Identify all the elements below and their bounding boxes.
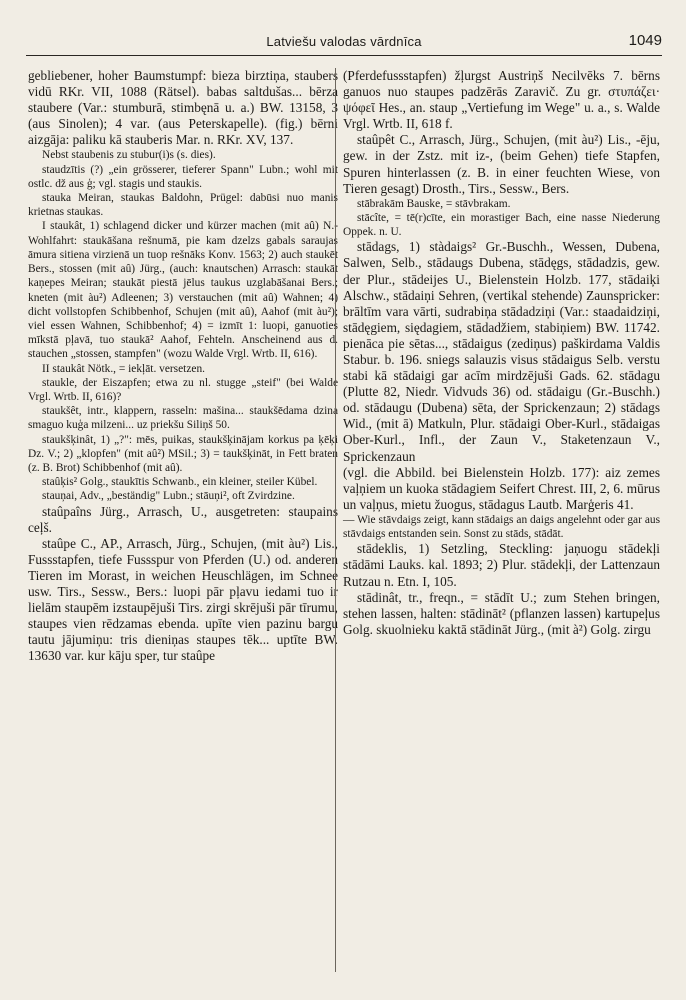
entry: II staukât Nötk., = iekļāt. versetzen.: [42, 362, 205, 375]
page-number: 1049: [628, 32, 662, 49]
header-rule: [26, 55, 662, 56]
entry: stādinât, tr., freqn., = stādīt U.; zum Stehen bringen, stehen lassen, halten: stādināt² (pflanzen lassen) kartupeļus Golg. skuolnieku kaktā stādināt Jürg., (mit à²) Golg. zirgu: [343, 589, 660, 637]
entry: stābrakām Bauske, = stāvbrakam.: [357, 197, 511, 210]
entry: staûpaîns Jürg., Arrasch, U., ausgetreten: staupains ceļš.: [28, 503, 338, 535]
column-divider: [335, 68, 336, 972]
entry: staudzītis (?) „ein grösserer, tieferer Spann" Lubn.; wohl mit ostlc. dž aus ģ; vgl. stagis und staukis.: [28, 163, 338, 190]
entry: staûķis² Golg., staukītis Schwanb., ein kleiner, steiler Kübel.: [42, 476, 318, 489]
entry: staûpêt C., Arrasch, Jürg., Schujen, (mit àu²) Lis., -ēju, gew. in der Zstz. mit iz-, (beim Gehen) tiefe Stapfen, Spuren hinterlassen (z. B. in einer feuchten Wiese, von Tieren gesagt) Drosth., Tirs., Sessw., Bers.: [343, 132, 660, 196]
entry: staukle, der Eiszapfen; etwa zu nl. stugge „steif" (bei Walde Vrgl. Wrtb. II, 616)?: [28, 376, 338, 403]
left-column: [28, 68, 338, 664]
entry: stauka Meiran, staukas Baldohn, Prügel: dabūsi nuo manis krietnas staukas.: [28, 192, 338, 219]
entry: staukšêt, intr., klappern, rasseln: mašina... staukšēdama dzina smaguo kuģa milzeni... uz priekšu Siliņš 50.: [28, 405, 338, 432]
page-title: Latviešu valodas vārdnīca: [266, 34, 422, 49]
entry: stācîte, = tē(r)cīte, ein morastiger Bach, eine nasse Niederung Oppek. n. U.: [343, 211, 660, 239]
entry: stādeklis, 1) Setzling, Steckling: jaņuogu stādekļi stādāmi Lauks. kal. 1893; 2) Plur. stādekļi, der Lattenzaun Rutzau n. Etn. I, 105.: [343, 541, 660, 589]
entry: staukšķinât, 1) „?": mēs, puikas, staukšķinājam korkus pa ķēķi Dz. V.; 2) „klopfen" (mit aû²) MSil.; 3) = taukšķināt, in Fett braten (z. B. Brot) Schibbenhof (mit aû).: [28, 433, 338, 474]
entry: — Wie stāvdaigs zeigt, kann stādaigs an daigs angelehnt oder gar aus stāvdaigs entstanden sein. Sonst zu stāds, stādāt.: [343, 513, 660, 541]
entry: Nebst staubenis zu stubur(i)s (s. dies).: [42, 149, 216, 162]
right-column: [343, 68, 660, 638]
entry: staûpe C., AP., Arrasch, Jürg., Schujen, (mit àu²) Lis., Fussstapfen, tiefe Fussspur von Pferden (U.) od. anderen Tieren im Morast, in weichen Heuschlägen, im Schnee usw. Tirs., Sessw., Bers.: luopi pār pļavu iedami tuo ir lielām staupēm izstaupējuši Tirs. zirgi skrējuši pār tīrumu, staupes vien rēdzamas ebenda. upīte vien pazinu bargu tautu jājumiņu: tris dieniņas staupes tēk... uptīte BW. 13630 var. kur kāju sper, tur staûpe: [28, 535, 338, 664]
entry: I staukât, 1) schlagend dicker und kürzer machen (mit aû) N.-Wohlfahrt: staukāšana rešnumā, pie kam dzelzs gabals saraujas āmura sitiena virzienā un tuop rešnāks Konv. 1563; 2) auch staukēt Bers., stossen (mit aû) Jürg., (auch: knautschen) Arrasch: staukāt kaņepes Meiran; staukāt piestā jēlus taukus uzglabāšanai Bers.; kneten (mit àu²) Adleenen; 3) verstauchen (mit aû) Wahnen; 4) dicht vollstopfen Schibbenhof, Schujen (mit aû), Aahof (mit àu²); viel essen Wahnen, Schibbenhof; 4) = izmīt 1: luopi, ganuoties mīkstā pļavā, tuo staukā² Aahof, Fehteln. Anscheinend aus d. stauchen „stossen, stampfen" (wozu Walde Vrgl. Wrtb. II, 616).: [28, 220, 338, 361]
entry: (vgl. die Abbild. bei Bielenstein Holzb. 177): aiz zemes vaļņiem un kuoka stādagiem Seifert Chrest. III, 2, 6. mūrus un vaļņus, mietu žuogus, stādagus Lautb. Marģeris 41.: [343, 464, 660, 512]
page-header: [26, 34, 662, 60]
entry: gebliebener, hoher Baumstumpf: bieza birztiņa, staubers vidū RKr. VII, 1088 (Rätsel). babas saltdušas... bērza staubere (Var.: stumburā, stimbęnā u. a.) BW. 13158, 3 (aus Sinolen); 4 var. (aus Peterskapelle). (fig.) bērni aizgāja: paliku kā stauberis Mar. n. RKr. XV, 137.: [28, 68, 338, 148]
entry: stauņai, Adv., „beständig" Lubn.; stāuņi², oft Zvirdzine.: [42, 490, 295, 503]
entry: stādags, 1) stàdaigs² Gr.-Buschh., Wessen, Dubena, Salwen, Selb., stādaugs Dubena, stādęgs, stādadzis, gew. der Plur., stādeijes U., Bielenstein Holzb. 177, stādaiķi Alschw., stādaiņi Sehren, (vertikal stehende) Zaunspricker: brāltīm vara vārti, sudrabiņa stādadziņi (Var.: staadaidziņi, stādęgiem, siędagiem, stādadžiem, stabiņiem) BW. 11742. pienāca pie sētas..., stādaigus (zediņus) paškirdama Valdis Stabur. b. 196. sniegs salauzis visus stādaigus Selb. verstu stabi kā stādaigi gar acīm mirdzējuši Gads. 62. stādagu (Plutte 82, Niedr. Vidvuds 36) od. stādaigu (Gr.-Buschh.) od. stādaugu (Dubena) sēta, der Sprickenzaun; 2) stādags Wid., (mit ā) Matkuln, Plur. stādaigi Ober-Kurl., stādaigas Ober-Kurl., Infl., der Zaun V., Staketenzaun V., Sprickenzaun: [343, 239, 660, 464]
entry: (Pferdefussstapfen) žļurgst Austriņš Necilvēks 7. bērns ganuos nuo staupes padzērās Zaravič. Zu gr. στυπάζει· ψόφεῖ Hes., an. staup „Vertiefung im Wege" u. a., s. Walde Vrgl. Wrtb. II, 618 f.: [343, 68, 660, 132]
